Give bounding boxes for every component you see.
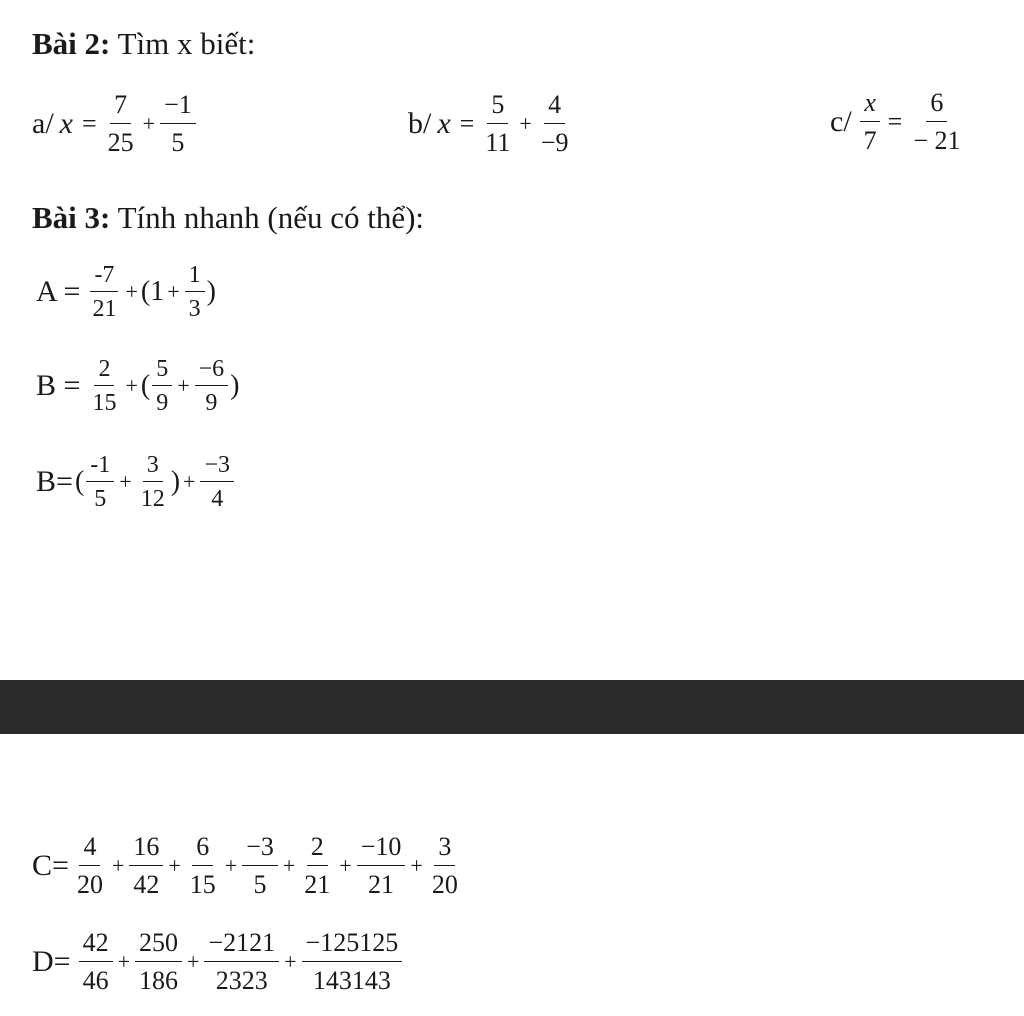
denominator: 15 [189, 870, 216, 899]
numerator: 6 [192, 832, 213, 866]
close-paren: ) [230, 370, 240, 401]
plus-sign: + [168, 853, 181, 878]
integer-one: 1 [150, 276, 165, 307]
close-paren: ) [170, 466, 181, 497]
bai3-title-bold: Bài 3: [32, 200, 111, 235]
expression-label: A = [36, 275, 81, 308]
denominator: −9 [540, 128, 569, 157]
plus-sign: + [167, 279, 180, 304]
numerator: 250 [135, 928, 182, 962]
numerator: 42 [79, 928, 113, 962]
denominator: 9 [205, 390, 218, 416]
expression-b-first [36, 356, 239, 416]
expression-a [36, 262, 216, 322]
denominator: 46 [82, 966, 109, 995]
numerator: −3 [242, 832, 278, 866]
numerator: 4 [79, 832, 100, 866]
expression-label: B= [36, 465, 73, 498]
denominator: 15 [92, 390, 117, 416]
fraction [909, 88, 964, 156]
item-label: b/ [408, 107, 432, 140]
separator-bar [0, 680, 1024, 734]
fraction [200, 452, 234, 512]
plus-sign: + [410, 853, 423, 878]
fraction [185, 262, 205, 322]
item-label: a/ [32, 107, 54, 140]
fraction [152, 356, 172, 416]
fraction [88, 262, 120, 322]
numerator: 2 [307, 832, 328, 866]
item-label: c/ [830, 105, 852, 138]
plus-sign: + [187, 949, 200, 974]
expression-c [32, 832, 464, 900]
denominator: 21 [304, 870, 331, 899]
fraction [204, 928, 279, 996]
expression-label: C= [32, 849, 69, 882]
fraction [428, 832, 462, 900]
equals-sign: = [81, 109, 97, 138]
fraction [195, 356, 229, 416]
plus-sign: + [125, 373, 138, 398]
denominator: 25 [107, 128, 134, 157]
numerator: −10 [357, 832, 406, 866]
plus-sign: + [177, 373, 190, 398]
denominator: 20 [431, 870, 458, 899]
fraction [137, 452, 169, 512]
expression-d [32, 928, 404, 996]
plus-sign: + [284, 949, 297, 974]
fraction [481, 90, 514, 158]
denominator: 21 [92, 296, 117, 322]
denominator: 12 [140, 486, 165, 512]
fraction [129, 832, 163, 900]
fraction [104, 90, 138, 158]
fraction [79, 928, 113, 996]
numerator: −125125 [302, 928, 403, 962]
plus-sign: + [125, 279, 138, 304]
plus-sign: + [117, 949, 131, 974]
fraction [357, 832, 406, 900]
bai2-item-c [830, 88, 967, 156]
numerator: 7 [110, 90, 131, 124]
denominator: 186 [139, 966, 179, 995]
numerator: 2 [94, 356, 114, 386]
bai2-title-bold: Bài 2: [32, 26, 111, 61]
numerator: -1 [86, 452, 114, 482]
expression-label: D= [32, 945, 71, 978]
expression-label: B = [36, 369, 81, 402]
numerator: 5 [152, 356, 172, 386]
fraction [860, 88, 881, 156]
denominator: 3 [188, 296, 201, 322]
denominator: 9 [156, 390, 169, 416]
expression-b-second [36, 452, 236, 512]
fraction [86, 452, 114, 512]
fraction [242, 832, 278, 900]
fraction [160, 90, 196, 158]
plus-sign: + [224, 853, 238, 878]
numerator: 4 [544, 90, 565, 124]
fraction [302, 928, 403, 996]
bai3-heading [32, 198, 424, 238]
fraction [88, 356, 120, 416]
denominator: 5 [171, 128, 185, 157]
open-paren: ( [74, 466, 85, 497]
denominator: 11 [485, 128, 511, 157]
plus-sign: + [119, 469, 132, 494]
numerator: 3 [434, 832, 455, 866]
denominator: 7 [863, 126, 877, 155]
fraction [186, 832, 220, 900]
bai3-title-text: Tính nhanh (nếu có thể): [117, 200, 425, 235]
plus-sign: + [519, 111, 532, 136]
fraction [135, 928, 182, 996]
bai2-item-a [32, 90, 198, 158]
denominator: 5 [94, 486, 107, 512]
denominator: − 21 [913, 126, 961, 155]
numerator: 1 [185, 262, 205, 292]
bai2-title-text: Tìm x biết: [117, 26, 256, 61]
numerator: 16 [129, 832, 163, 866]
denominator: 2323 [215, 966, 268, 995]
close-paren: ) [206, 276, 216, 307]
plus-sign: + [111, 853, 125, 878]
plus-sign: + [339, 853, 352, 878]
numerator: −2121 [204, 928, 279, 962]
denominator: 4 [211, 486, 224, 512]
numerator: 5 [487, 90, 508, 124]
denominator: 42 [133, 870, 160, 899]
numerator: −6 [195, 356, 229, 386]
numerator: x [860, 88, 880, 122]
open-paren: ( [140, 276, 151, 307]
numerator: −3 [200, 452, 234, 482]
fraction [73, 832, 107, 900]
plus-sign: + [183, 469, 196, 494]
denominator: 21 [368, 870, 395, 899]
fraction [537, 90, 573, 158]
bai2-heading [32, 24, 255, 64]
denominator: 5 [253, 870, 267, 899]
numerator: -7 [90, 262, 118, 292]
bai2-item-b [408, 90, 574, 158]
variable-x: x [59, 107, 73, 140]
equals-sign: = [459, 109, 475, 138]
denominator: 143143 [312, 966, 391, 995]
denominator: 20 [76, 870, 103, 899]
open-paren: ( [140, 370, 151, 401]
equals-sign: = [887, 107, 903, 136]
plus-sign: + [142, 111, 156, 136]
numerator: 6 [926, 88, 947, 122]
plus-sign: + [282, 853, 296, 878]
fraction [300, 832, 334, 900]
numerator: −1 [160, 90, 196, 124]
numerator: 3 [143, 452, 163, 482]
variable-x: x [437, 107, 451, 140]
